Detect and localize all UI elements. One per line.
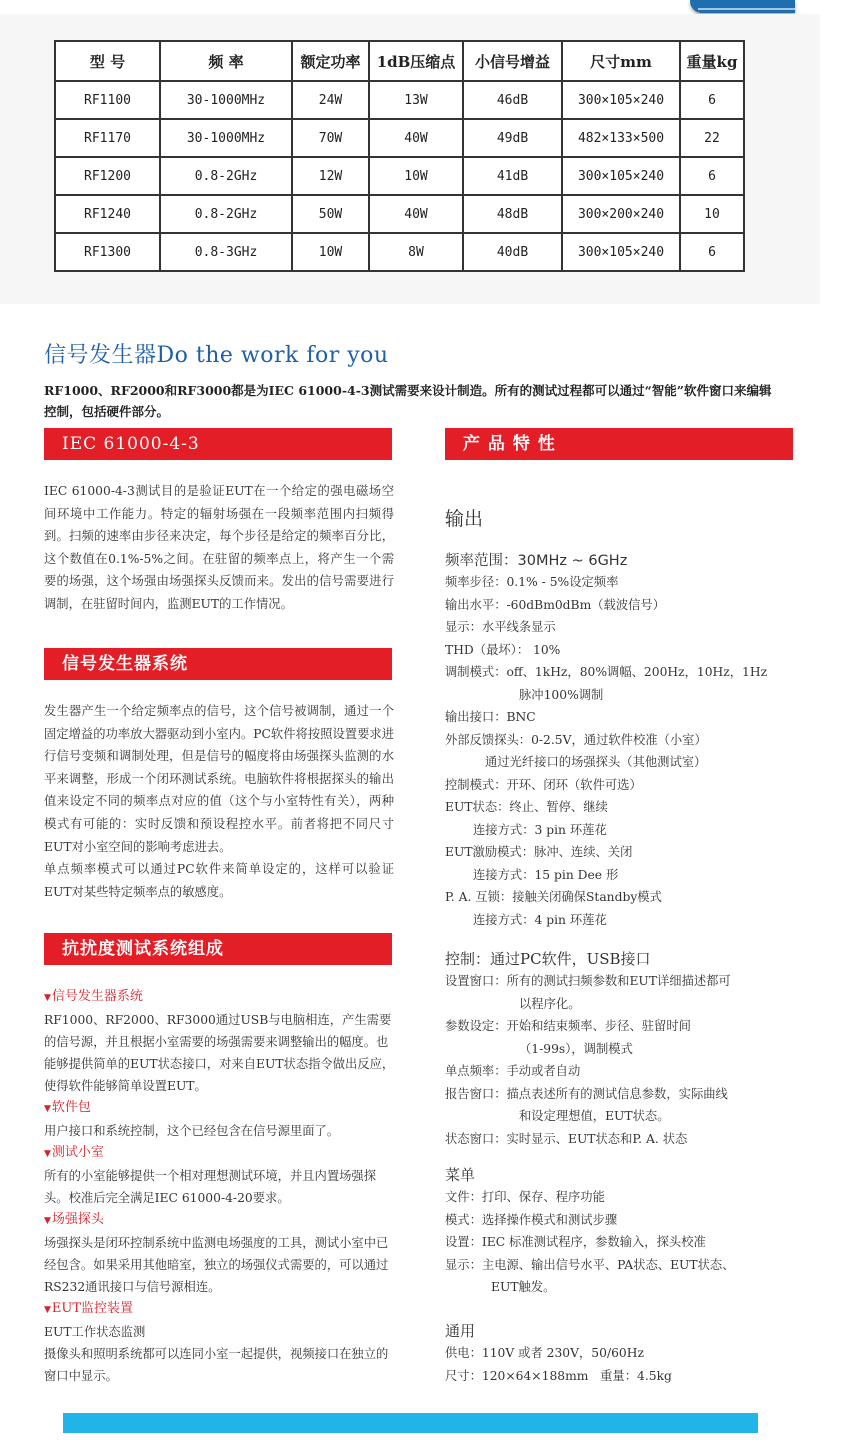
cell-compression: 10W: [369, 157, 463, 195]
output-section: [445, 504, 805, 931]
menu-line: 显示：主电源、输出信号水平、PA状态、EUT状态、: [445, 1257, 735, 1272]
output-line: 脉冲100%调制: [519, 687, 604, 702]
component-title-row: [44, 1142, 399, 1165]
output-line: 连接方式：3 pin 环莲花: [473, 822, 607, 837]
menu-line: 模式：选择操作模式和测试步骤: [445, 1212, 618, 1227]
component-title-row: [44, 1298, 399, 1321]
signal-system-text: 发生器产生一个给定频率点的信号，这个信号被调制，通过一个固定增益的功率放大器驱动到小室内。PC软件将按照设置要求进行信号变频和调制处理，但是信号的幅度将由场强探头监测的水平来调整，形成一个闭环测试系统。电脑软件将根据探头的输出值来设定不同的频率点对应的值（这个与小室特性有关），两种模式有可能的：实时反馈和预设程控水平。前者将把不同尺寸EUT对小室空间的影响考虑进去。: [44, 704, 394, 854]
cell-gain: 41dB: [463, 157, 562, 195]
cell-compression: 13W: [369, 81, 463, 119]
output-line: 连接方式：15 pin Dee 形: [473, 867, 619, 882]
component-text: 场强探头是闭环控制系统中监测电场强度的工具，测试小室中已经包含。如果采用其他暗室，独立的场强仪式需要的，可以通过RS232通讯接口与信号源相连。: [44, 1236, 389, 1294]
output-line: 频率步径：0.1% - 5%设定频率: [445, 575, 619, 589]
control-section: [445, 948, 805, 1150]
cell-gain: 46dB: [463, 81, 562, 119]
component-title: EUT监控装置: [51, 1301, 134, 1316]
cell-frequency: 30-1000MHz: [160, 119, 292, 157]
cell-rated-power: 12W: [292, 157, 369, 195]
components-title-bar: 抗扰度测试系统组成: [44, 933, 392, 965]
freq-range: 频率范围：30MHz ~ 6GHz: [445, 553, 628, 569]
cell-rated-power: 24W: [292, 81, 369, 119]
output-line: P. A. 互锁：接触关闭确保Standby模式: [445, 890, 662, 904]
control-line: 单点频率：手动或者自动: [445, 1064, 581, 1078]
iec-text: IEC 61000-4-3测试目的是验证EUT在一个给定的强电磁场空间环境中工作能力。特定的辐射场强在一段频率范围内扫频得到。扫频的速率由步径来决定，每个步径是给定的频率百分比，这个数值在0.1%-5%之间。在驻留的频率点上，将产生一个需要的场强，这个场强由场强探头反馈而来。发出的信号需要进行调制，在驻留时间内，监测EUT的工作情况。: [44, 484, 394, 611]
control-line: 以程序化。: [519, 996, 581, 1011]
table-row: [55, 233, 744, 271]
cell-compression: 40W: [369, 119, 463, 157]
table-row: [55, 157, 744, 195]
footer-bar: [63, 1413, 758, 1433]
table-header-row: [55, 41, 744, 81]
triangle-down-icon: ▼: [44, 1216, 51, 1226]
cell-model: RF1300: [55, 233, 160, 271]
header-frequency: 频 率: [160, 41, 292, 81]
component-title: 信号发生器系统: [51, 989, 143, 1004]
cell-rated-power: 70W: [292, 119, 369, 157]
header-size: 尺寸mm: [562, 41, 680, 81]
triangle-down-icon: ▼: [44, 1104, 51, 1114]
control-line: 设置窗口：所有的测试扫频参数和EUT详细描述都可: [445, 974, 731, 988]
output-line: 显示：水平线条显示: [445, 620, 556, 634]
cell-weight: 22: [680, 119, 744, 157]
header-small-signal-gain: 小信号增益: [463, 41, 562, 81]
cell-gain: 49dB: [463, 119, 562, 157]
triangle-down-icon: ▼: [44, 993, 51, 1003]
header-model: 型 号: [55, 41, 160, 81]
output-heading: 输出: [445, 508, 484, 530]
intro-paragraph: RF1000、RF2000和RF3000都是为IEC 61000-4-3测试需要来设计制造。所有的测试过程都可以通过“智能”软件窗口来编辑控制，包括硬件部分。: [44, 383, 772, 419]
cell-weight: 6: [680, 81, 744, 119]
control-line: 和设定理想值，EUT状态。: [519, 1109, 670, 1123]
components-list: [44, 986, 399, 1387]
cell-frequency: 0.8-2GHz: [160, 195, 292, 233]
component-title: 测试小室: [51, 1145, 104, 1160]
cell-model: RF1100: [55, 81, 160, 119]
component-text: EUT工作状态监测 摄像头和照明系统都可以连同小室一起提供，视频接口在独立的窗口中显示。: [44, 1325, 389, 1383]
general-section: [445, 1320, 805, 1387]
output-line: 通过光纤接口的场强探头（其他测试室）: [485, 755, 707, 769]
menu-line: 设置：IEC 标准测试程序，参数输入，探头校准: [445, 1235, 706, 1249]
output-line: 连接方式：4 pin 环莲花: [473, 912, 607, 927]
cell-rated-power: 50W: [292, 195, 369, 233]
output-line: EUT激励模式：脉冲、连续、关闭: [445, 845, 633, 859]
triangle-down-icon: ▼: [44, 1149, 51, 1159]
cell-size: 482×133×500: [562, 119, 680, 157]
cell-frequency: 0.8-3GHz: [160, 233, 292, 271]
control-line: 参数设定：开始和结束频率、步径、驻留时间: [445, 1019, 691, 1033]
triangle-down-icon: ▼: [44, 1305, 51, 1315]
control-line: 状态窗口：实时显示、EUT状态和P. A. 状态: [445, 1131, 688, 1146]
cell-model: RF1200: [55, 157, 160, 195]
component-title-row: [44, 986, 399, 1009]
control-line: 报告窗口：描点表述所有的测试信息参数，实际曲线: [445, 1086, 728, 1101]
cell-weight: 6: [680, 233, 744, 271]
signal-system-text-2: 单点频率模式可以通过PC软件来简单设定的，这样可以验证EUT对某些特定频率点的敏感度。: [44, 862, 394, 899]
header-rated-power: 额定功率: [292, 41, 369, 81]
general-heading: 通用: [445, 1322, 476, 1340]
corner-tab-decoration: [690, 0, 795, 13]
component-text: 用户接口和系统控制，这个已经包含在信号源里面了。: [44, 1124, 340, 1138]
cell-compression: 40W: [369, 195, 463, 233]
component-item: [44, 1142, 399, 1209]
component-title: 软件包: [51, 1100, 91, 1115]
output-line: 输出接口：BNC: [445, 710, 536, 724]
cell-rated-power: 10W: [292, 233, 369, 271]
output-line: EUT状态：终止、暂停、继续: [445, 800, 608, 814]
cell-weight: 10: [680, 195, 744, 233]
table-row: [55, 195, 744, 233]
component-item: [44, 1298, 399, 1387]
product-features-title-bar: 产 品 特 性: [445, 428, 793, 460]
cell-gain: 40dB: [463, 233, 562, 271]
menu-line: 文件：打印、保存、程序功能: [445, 1190, 605, 1204]
component-title: 场强探头: [51, 1212, 104, 1227]
cell-size: 300×105×240: [562, 233, 680, 271]
cell-model: RF1240: [55, 195, 160, 233]
table-row: [55, 81, 744, 119]
iec-description: [44, 480, 394, 616]
component-text: 所有的小室能够提供一个相对理想测试环境，并且内置场强探头。校准后完全满足IEC 61000-4-20要求。: [44, 1169, 377, 1205]
cell-model: RF1170: [55, 119, 160, 157]
component-item: [44, 1097, 399, 1142]
cell-size: 300×105×240: [562, 157, 680, 195]
section-title: 信号发生器Do the work for you: [44, 343, 389, 368]
iec-title-bar: IEC 61000-4-3: [44, 428, 392, 460]
output-line: THD（最坏）： 10%: [445, 642, 561, 657]
cell-compression: 8W: [369, 233, 463, 271]
cell-gain: 48dB: [463, 195, 562, 233]
cell-frequency: 30-1000MHz: [160, 81, 292, 119]
header-weight: 重量kg: [680, 41, 744, 81]
menu-line: EUT触发。: [491, 1280, 556, 1294]
header-1db-compression: 1dB压缩点: [369, 41, 463, 81]
component-item: [44, 986, 399, 1097]
control-line: （1-99s），调制模式: [519, 1041, 633, 1056]
cell-weight: 6: [680, 157, 744, 195]
table-row: [55, 119, 744, 157]
spec-table: [54, 40, 745, 272]
output-line: 外部反馈探头：0-2.5V，通过软件校准（小室）: [445, 732, 707, 747]
cell-size: 300×105×240: [562, 81, 680, 119]
output-line: 控制模式：开环、闭环（软件可选）: [445, 777, 642, 792]
general-line: 尺寸：120×64×188mm 重量：4.5kg: [445, 1368, 672, 1383]
output-line: 输出水平：-60dBm0dBm（载波信号）: [445, 597, 666, 612]
general-line: 供电：110V 或者 230V，50/60Hz: [445, 1346, 644, 1360]
signal-system-title-bar: 信号发生器系统: [44, 648, 392, 680]
output-line: 调制模式：off、1kHz，80%调幅、200Hz，10Hz，1Hz: [445, 665, 768, 679]
menu-section: [445, 1164, 805, 1299]
cell-size: 300×200×240: [562, 195, 680, 233]
signal-system-description: [44, 700, 394, 903]
component-title-row: [44, 1097, 399, 1120]
control-heading: 控制：通过PC软件，USB接口: [445, 950, 651, 968]
component-title-row: [44, 1209, 399, 1232]
component-text: RF1000、RF2000、RF3000通过USB与电脑相连，产生需要的信号源，并且根据小室需要的场强需要来调整输出的幅度。也能够提供简单的EUT状态接口，对来自EUT状态指令做出反应，使得软件能够简单设置EUT。: [44, 1013, 395, 1093]
component-item: [44, 1209, 399, 1298]
cell-frequency: 0.8-2GHz: [160, 157, 292, 195]
menu-heading: 菜单: [445, 1166, 476, 1184]
